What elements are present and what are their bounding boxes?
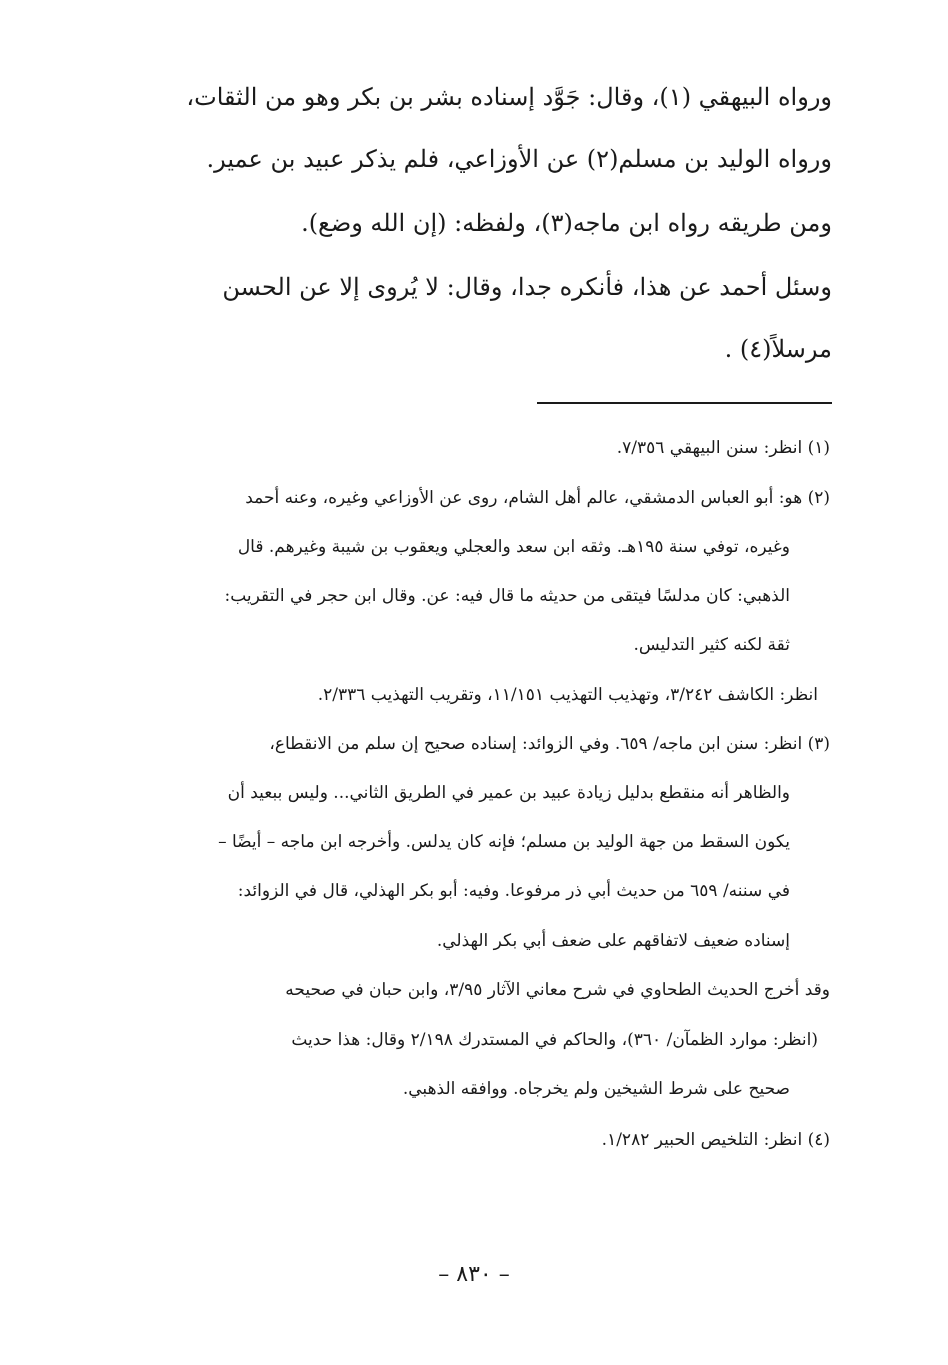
footnote-3-line-3: يكون السقط من جهة الوليد بن مسلم؛ فإنه كان يدلس. وأخرجه ابن ماجه – أيضًا – [218,832,790,852]
footnote-1: (١) انظر: سنن البيهقي ٧/٣٥٦. [616,438,830,458]
footnote-2-line-2: وغيره، توفي سنة ١٩٥هـ. وثقه ابن سعد والعجلي ويعقوب بن شيبة وغيرهم. قال [237,537,790,557]
footnote-2-line-3: الذهبي: كان مدلسًا فيتقى من حديثه ما قال فيه: عن. وقال ابن حجر في التقريب: [224,586,790,606]
footnote-divider [537,402,832,404]
main-line-3: ومن طريقه رواه ابن ماجه(٣)، ولفظه: (إن الله وضع). [301,209,832,237]
footnote-3-line-4: في سننه/ ٦٥٩ من حديث أبي ذر مرفوعا. وفيه: أبو بكر الهذلي، قال في الزوائد: [237,881,790,901]
footnote-2-line-1: (٢) هو: أبو العباس الدمشقي، عالم أهل الشام، روى عن الأوزاعي وغيره، وعنه أحمد [245,488,830,508]
footnote-3-line-1: (٣) انظر: سنن ابن ماجه/ ٦٥٩. وفي الزوائد: إسناده صحيح إن سلم من الانقطاع، [269,734,830,754]
footnote-3-line-5: إسناده ضعيف لاتفاقهم على ضعف أبي بكر الهذلي. [436,931,790,951]
footnote-2-line-4: ثقة لكنه كثير التدليس. [633,635,790,655]
footnote-4: (٤) انظر: التلخيص الحبير ١/٢٨٢. [601,1130,830,1150]
page-number: – ٨٣٠ – [438,1262,510,1287]
main-line-1: ورواه البيهقي (١)، وقال: جَوَّد إسناده بشر بن بكر وهو من الثقات، [186,83,832,111]
footnote-3-line-8: صحيح على شرط الشيخين ولم يخرجاه. ووافقه الذهبي. [402,1079,790,1099]
main-line-5: مرسلاً(٤) . [724,335,832,363]
footnote-3-line-7: (انظر: موارد الظمآن/ ٣٦٠)، والحاكم في المستدرك ٢/١٩٨ وقال: هذا حديث [291,1030,818,1050]
main-line-2: ورواه الوليد بن مسلم(٢) عن الأوزاعي، فلم يذكر عبيد بن عمير. [206,145,832,173]
footnote-2-refs: انظر: الكاشف ٣/٢٤٢، وتهذيب التهذيب ١١/١٥١، وتقريب التهذيب ٢/٣٣٦. [317,685,818,705]
main-line-4: وسئل أحمد عن هذا، فأنكره جدا، وقال: لا يُروى إلا عن الحسن [222,273,832,301]
footnote-3-line-6: وقد أخرج الحديث الطحاوي في شرح معاني الآثار ٣/٩٥، وابن حبان في صحيحه [285,980,830,1000]
footnote-3-line-2: والظاهر أنه منقطع بدليل زيادة عبيد بن عمير في الطريق الثاني... وليس ببعيد أن [227,783,790,803]
